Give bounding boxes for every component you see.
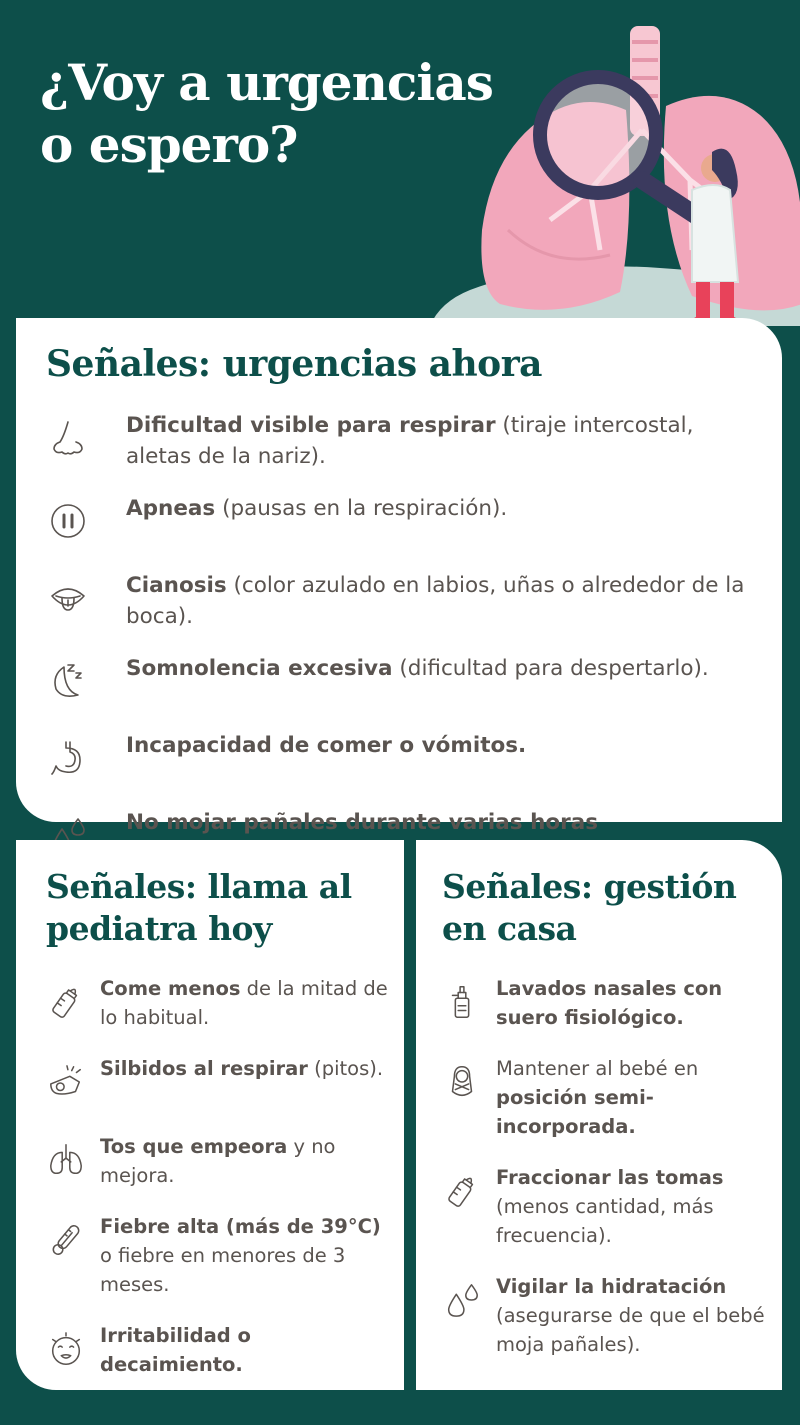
lungs-icon <box>46 1132 86 1188</box>
whistle-icon <box>46 1054 86 1110</box>
thermometer-icon <box>46 1212 86 1268</box>
list-item-text: Mantener al bebé en posición semi-incorporada. <box>496 1057 699 1138</box>
list-item <box>46 410 750 472</box>
list-item-text: Fraccionar las tomas (menos cantidad, más frecuencia). <box>496 1166 724 1247</box>
pediatrician-title-line-2: pediatra hoy <box>46 909 272 948</box>
list-item <box>46 730 750 786</box>
list-item <box>46 570 750 632</box>
list-item <box>442 1272 766 1359</box>
home-signals-title <box>442 866 766 950</box>
list-item <box>442 1054 766 1141</box>
list-item-text: Fiebre alta (más de 39°C) o fiebre en menores de 3 meses. <box>100 1215 381 1296</box>
list-item-text: Somnolencia excesiva (dificultad para despertarlo). <box>126 656 709 681</box>
list-item <box>46 1132 388 1190</box>
list-item <box>46 653 750 709</box>
list-item <box>442 974 766 1032</box>
urgent-signals-title: Señales: urgencias ahora <box>46 343 542 385</box>
list-item-text: Lavados nasales con suero fisiológico. <box>496 977 723 1029</box>
stomach-icon <box>46 730 90 786</box>
home-title-line-1: Señales: gestión <box>442 867 737 906</box>
list-item-text: Cianosis (color azulado en labios, uñas o alrededor de la boca). <box>126 573 745 629</box>
crying-baby-icon <box>46 1321 86 1377</box>
pediatrician-signals-card <box>16 840 404 1390</box>
drops-icon <box>442 1272 482 1328</box>
list-item <box>46 1321 388 1379</box>
list-item-text: Come menos de la mitad de lo habitual. <box>100 977 388 1029</box>
home-signals-card <box>416 840 782 1390</box>
mouth-icon <box>46 570 90 626</box>
pediatrician-title-line-1: Señales: llama al <box>46 867 352 906</box>
list-item <box>442 1163 766 1250</box>
baby-bottle-icon <box>46 974 86 1030</box>
baby-bottle-icon <box>442 1163 482 1219</box>
list-item <box>46 1212 388 1299</box>
title-line-2: o espero? <box>40 115 298 174</box>
nose-icon <box>46 410 90 466</box>
list-item-text: Incapacidad de comer o vómitos. <box>126 733 527 758</box>
moon-sleep-icon <box>46 653 90 709</box>
lungs-magnifier-illustration <box>430 20 800 340</box>
list-item-text: Vigilar la hidratación (asegurarse de que el bebé moja pañales). <box>496 1275 765 1356</box>
list-item-text: Tos que empeora y no mejora. <box>100 1135 336 1187</box>
list-item-text: Silbidos al respirar (pitos). <box>100 1057 384 1080</box>
list-item-text: No mojar pañales durante varias horas <box>126 810 599 835</box>
pause-icon <box>46 493 90 549</box>
list-item <box>46 493 750 549</box>
title-line-1: ¿Voy a urgencias <box>40 53 493 112</box>
home-title-line-2: en casa <box>442 909 577 948</box>
list-item <box>46 974 388 1032</box>
list-item-text: Apneas (pausas en la respiración). <box>126 496 508 521</box>
doctor-coat <box>692 185 738 282</box>
swaddled-baby-icon <box>442 1054 482 1110</box>
pediatrician-signals-title <box>46 866 388 950</box>
urgent-signals-card <box>16 318 782 835</box>
list-item-text: Irritabilidad o decaimiento. <box>100 1324 251 1376</box>
nasal-spray-icon <box>442 974 482 1030</box>
list-item <box>46 1054 388 1110</box>
list-item-text: Dificultad visible para respirar (tiraje intercostal, aletas de la nariz). <box>126 413 694 469</box>
